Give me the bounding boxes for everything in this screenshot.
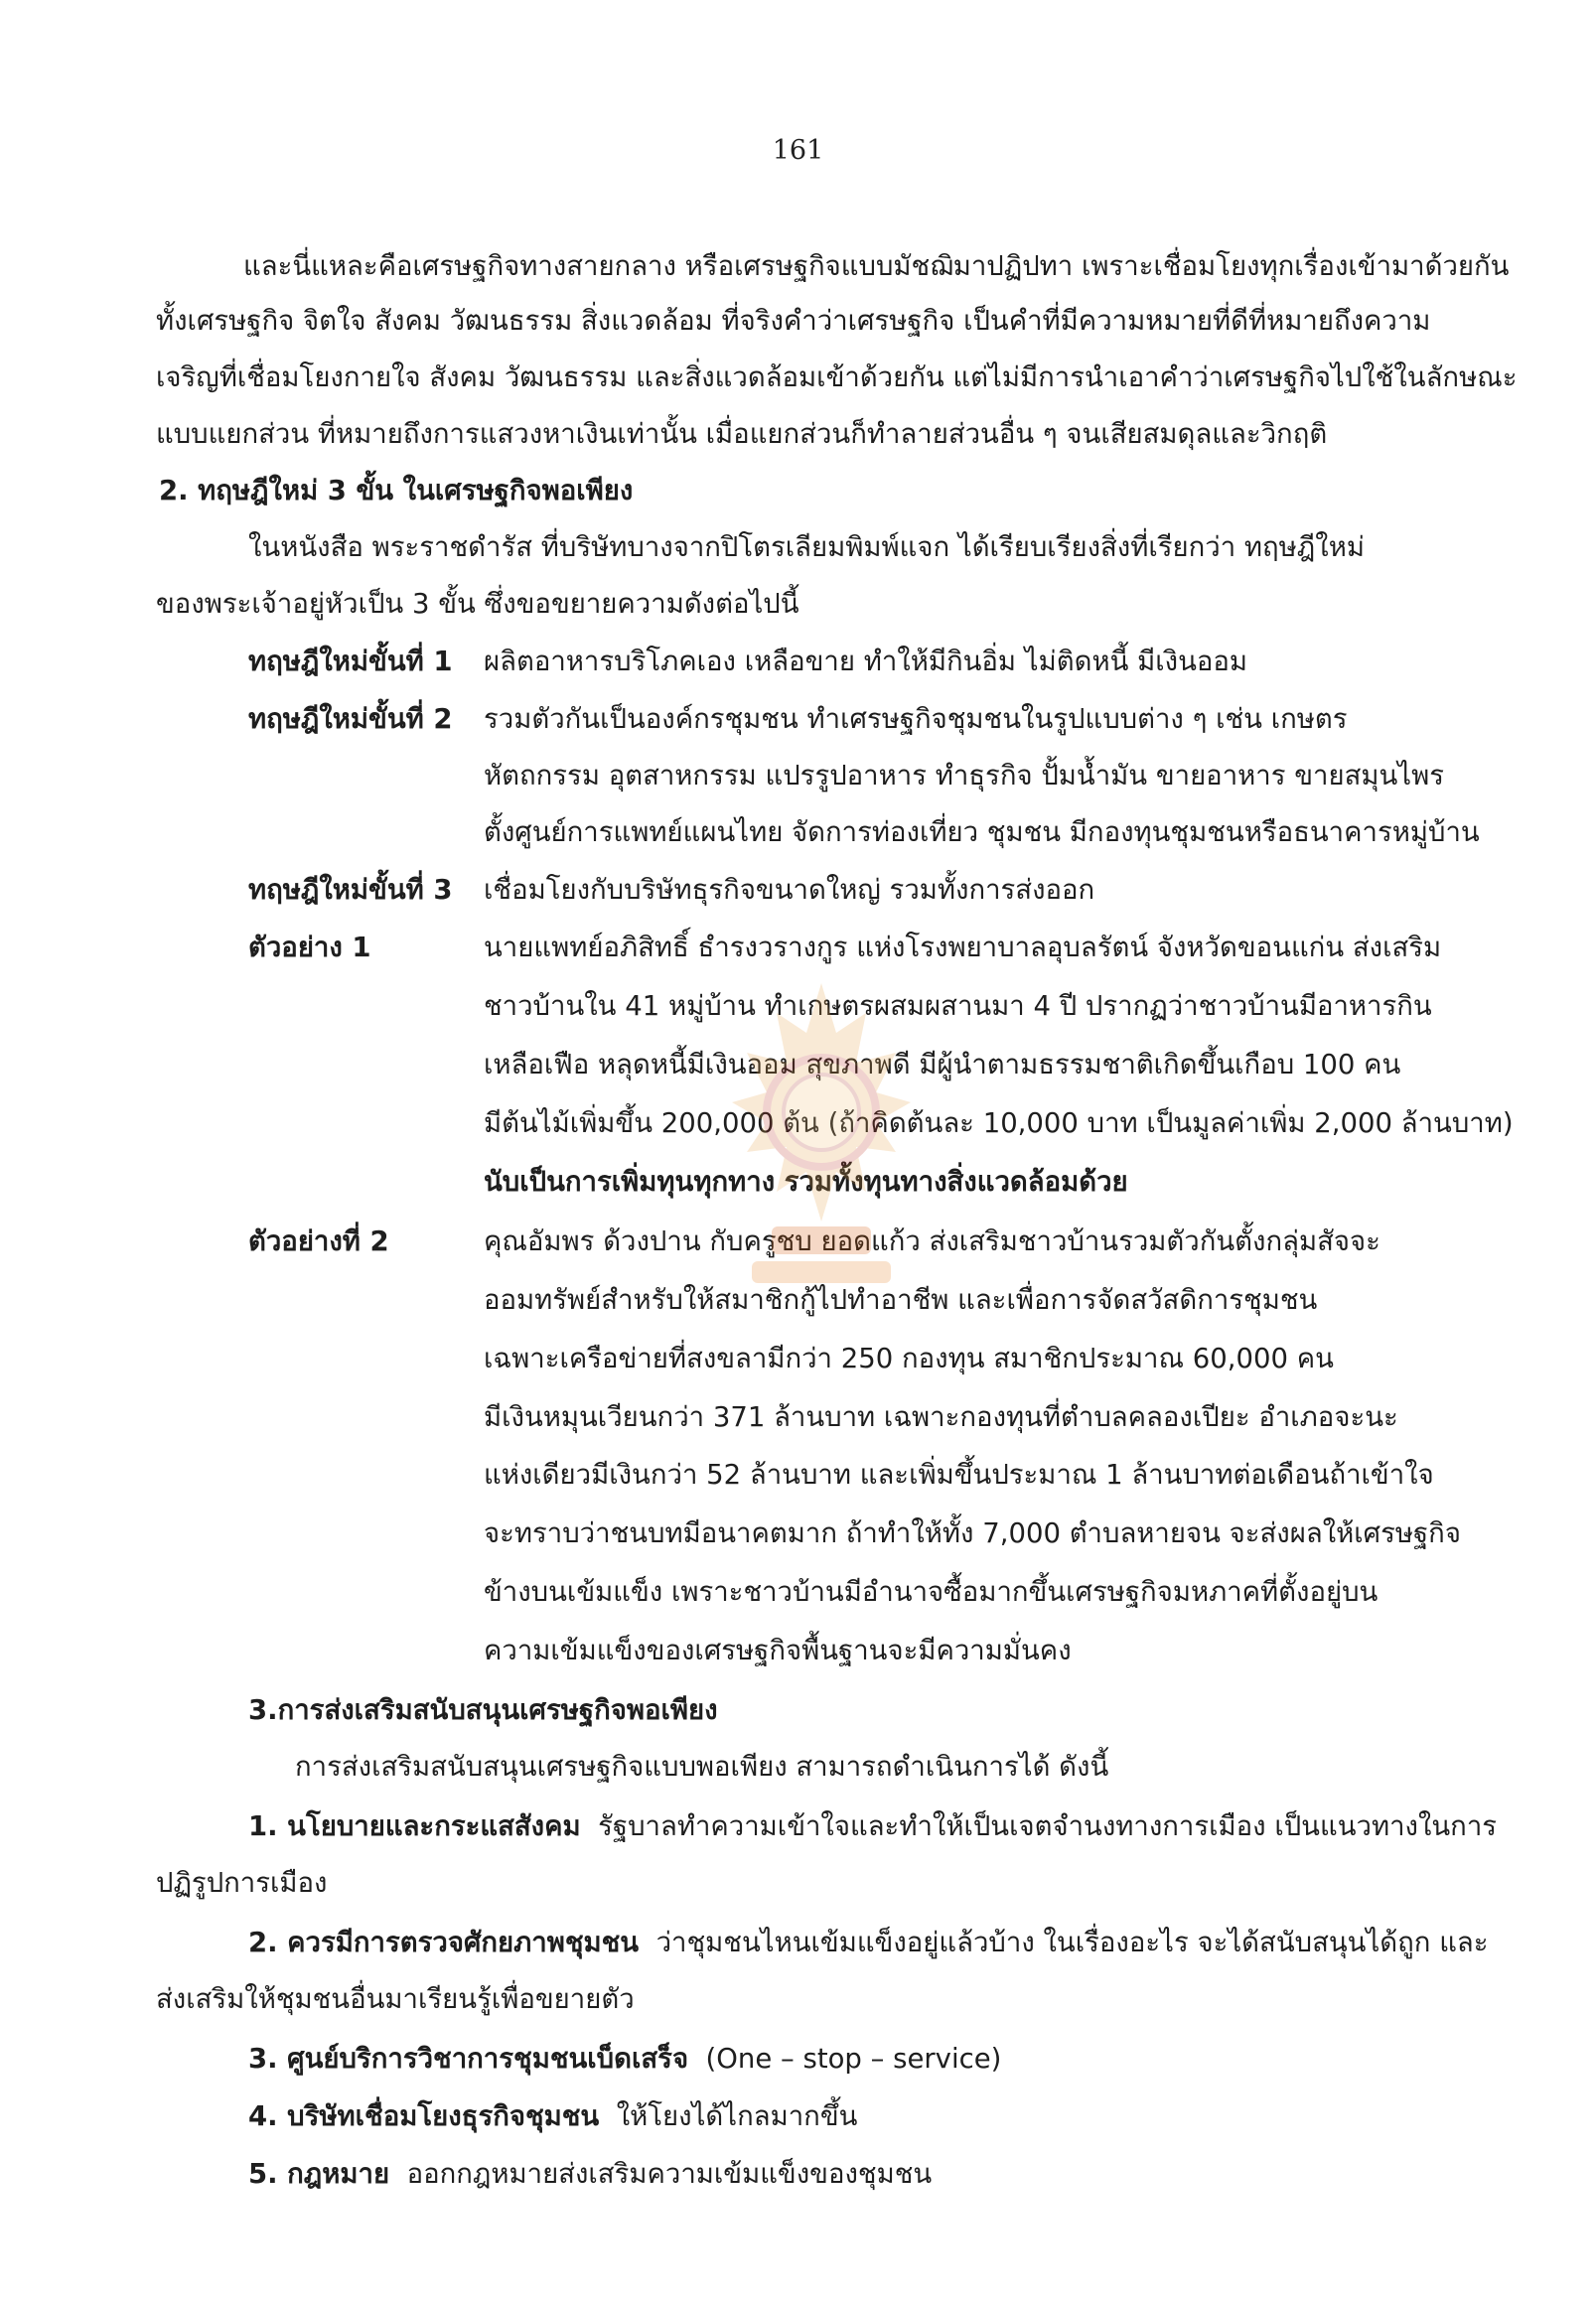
section3-item-3-title: 3. ศูนย์บริการวิชาการชุมชนเบ็ดเสร็จ (248, 2043, 689, 2075)
section2-heading: 2. ทฤษฎีใหม่ 3 ขั้น ในเศรษฐกิจพอเพียง (159, 475, 634, 506)
example-2-text: ออมทรัพย์สำหรับให้สมาชิกกู้ไปทำอาชีพ และเพื่อการจัดสวัสดิการชุมชน (484, 1284, 1318, 1316)
theory-step-1-text: ผลิตอาหารบริโภคเอง เหลือขาย ทำให้มีกินอิ่ม ไม่ติดหนี้ มีเงินออม (484, 646, 1248, 677)
section3-item-1-text: รัฐบาลทำความเข้าใจและทำให้เป็นเจตจำนงทางการเมือง เป็นแนวทางในการ (598, 1810, 1498, 1842)
section3-heading: 3.การส่งเสริมสนับสนุนเศรษฐกิจพอเพียง (248, 1694, 718, 1726)
section3-item-3-text: (One – stop – service) (705, 2043, 1002, 2075)
intro-line: และนี่แหละคือเศรษฐกิจทางสายกลาง หรือเศรษฐกิจแบบมัชฌิมาปฏิปทา เพราะเชื่อมโยงทุกเรื่องเข้ามาด้วยกัน (243, 250, 1510, 282)
section3-item-2-text: ว่าชุมชนไหนเข้มแข็งอยู่แล้วบ้าง ในเรื่องอะไร จะได้สนับสนุนได้ถูก และ (655, 1927, 1489, 1958)
example-1-text: มีต้นไม้เพิ่มขึ้น 200,000 ต้น (ถ้าคิดต้นละ 10,000 บาท เป็นมูลค่าเพิ่ม 2,000 ล้านบาท) (484, 1107, 1514, 1139)
example-1-text: นับเป็นการเพิ่มทุนทุกทาง รวมทั้งทุนทางสิ่งแวดล้อมด้วย (484, 1166, 1128, 1198)
theory-step-2-text: หัตถกรรม อุตสาหกรรม แปรรูปอาหาร ทำธุรกิจ ปั้มน้ำมัน ขายอาหาร ขายสมุนไพร (484, 760, 1445, 792)
theory-step-3-text: เชื่อมโยงกับบริษัทธุรกิจขนาดใหญ่ รวมทั้งการส่งออก (484, 874, 1095, 906)
theory-step-2-label: ทฤษฎีใหม่ขั้นที่ 2 (248, 703, 453, 735)
section3-item-3 (248, 2041, 1001, 2077)
section3-item-1-cont: ปฏิรูปการเมือง (156, 1867, 328, 1899)
section3-item-5-title: 5. กฎหมาย (248, 2158, 390, 2190)
section3-item-5-text: ออกกฎหมายส่งเสริมความเข้มแข็งของชุมชน (406, 2158, 933, 2190)
example-2-label: ตัวอย่างที่ 2 (248, 1225, 389, 1257)
example-1-text: ชาวบ้านใน 41 หมู่บ้าน ทำเกษตรผสมผสานมา 4 ปี ปรากฏว่าชาวบ้านมีอาหารกิน (484, 990, 1432, 1022)
example-2-text: ข้างบนเข้มแข็ง เพราะชาวบ้านมีอำนาจซื้อมากขึ้นเศรษฐกิจมหภาคที่ตั้งอยู่บน (484, 1576, 1378, 1608)
section3-item-4-title: 4. บริษัทเชื่อมโยงธุรกิจชุมชน (248, 2100, 600, 2132)
example-2-text: มีเงินหมุนเวียนกว่า 371 ล้านบาท เฉพาะกองทุนที่ตำบลคลองเปียะ อำเภอจะนะ (484, 1401, 1398, 1433)
page-number: 161 (772, 135, 824, 166)
example-1-text: นายแพทย์อภิสิทธิ์ ธำรงวรางกูร แห่งโรงพยาบาลอุบลรัตน์ จังหวัดขอนแก่น ส่งเสริม (484, 932, 1442, 963)
example-1-label: ตัวอย่าง 1 (248, 932, 371, 963)
example-1-text: เหลือเฟือ หลุดหนี้มีเงินออม สุขภาพดี มีผู้นำตามธรรมชาติเกิดขึ้นเกือบ 100 คน (484, 1049, 1401, 1080)
example-2-text: แห่งเดียวมีเงินกว่า 52 ล้านบาท และเพิ่มขึ้นประมาณ 1 ล้านบาทต่อเดือนถ้าเข้าใจ (484, 1459, 1434, 1491)
section3-item-2-cont: ส่งเสริมให้ชุมชนอื่นมาเรียนรู้เพื่อขยายตัว (156, 1983, 635, 2015)
example-2-text: จะทราบว่าชนบทมีอนาคตมาก ถ้าทำให้ทั้ง 7,000 ตำบลหายจน จะส่งผลให้เศรษฐกิจ (484, 1517, 1461, 1549)
theory-step-3-label: ทฤษฎีใหม่ขั้นที่ 3 (248, 874, 453, 906)
section3-intro: การส่งเสริมสนับสนุนเศรษฐกิจแบบพอเพียง สามารถดำเนินการได้ ดังนี้ (295, 1751, 1109, 1783)
example-2-text: คุณอัมพร ด้วงปาน กับครูชบ ยอดแก้ว ส่งเสริมชาวบ้านรวมตัวกันตั้งกลุ่มสัจจะ (484, 1225, 1380, 1257)
example-2-text: ความเข้มแข็งของเศรษฐกิจพื้นฐานจะมีความมั่นคง (484, 1635, 1072, 1666)
section3-item-2-title: 2. ควรมีการตรวจศักยภาพชุมชน (248, 1927, 640, 1958)
section3-item-1 (248, 1808, 1497, 1844)
section3-item-4-text: ให้โยงได้ไกลมากขึ้น (616, 2100, 858, 2132)
section3-item-2 (248, 1925, 1489, 1960)
intro-line: แบบแยกส่วน ที่หมายถึงการแสวงหาเงินเท่านั้น เมื่อแยกส่วนก็ทำลายส่วนอื่น ๆ จนเสียสมดุลและวิกฤติ (156, 418, 1328, 450)
section2-intro-line: ของพระเจ้าอยู่หัวเป็น 3 ขั้น ซึ่งขอขยายความดังต่อไปนี้ (156, 588, 799, 620)
theory-step-1-label: ทฤษฎีใหม่ขั้นที่ 1 (248, 646, 453, 677)
intro-line: เจริญที่เชื่อมโยงกายใจ สังคม วัฒนธรรม และสิ่งแวดล้อมเข้าด้วยกัน แต่ไม่มีการนำเอาคำว่าเศรษฐกิจไปใช้ในลักษณะ (156, 361, 1518, 393)
theory-step-2-text: ตั้งศูนย์การแพทย์แผนไทย จัดการท่องเที่ยว ชุมชน มีกองทุนชุมชนหรือธนาคารหมู่บ้าน (484, 816, 1480, 848)
section2-intro-line: ในหนังสือ พระราชดำรัส ที่บริษัทบางจากปิโตรเลียมพิมพ์แจก ได้เรียบเรียงสิ่งที่เรียกว่า ทฤษฎีใหม่ (248, 531, 1365, 563)
section3-item-1-title: 1. นโยบายและกระแสสังคม (248, 1810, 581, 1842)
theory-step-2-text: รวมตัวกันเป็นองค์กรชุมชน ทำเศรษฐกิจชุมชนในรูปแบบต่าง ๆ เช่น เกษตร (484, 703, 1348, 735)
example-2-text: เฉพาะเครือข่ายที่สงขลามีกว่า 250 กองทุน สมาชิกประมาณ 60,000 คน (484, 1343, 1334, 1374)
intro-line: ทั้งเศรษฐกิจ จิตใจ สังคม วัฒนธรรม สิ่งแวดล้อม ที่จริงคำว่าเศรษฐกิจ เป็นคำที่มีความหมายที่ดีที่หมายถึงความ (156, 305, 1431, 337)
section3-item-5 (248, 2156, 932, 2192)
section3-item-4 (248, 2098, 857, 2134)
